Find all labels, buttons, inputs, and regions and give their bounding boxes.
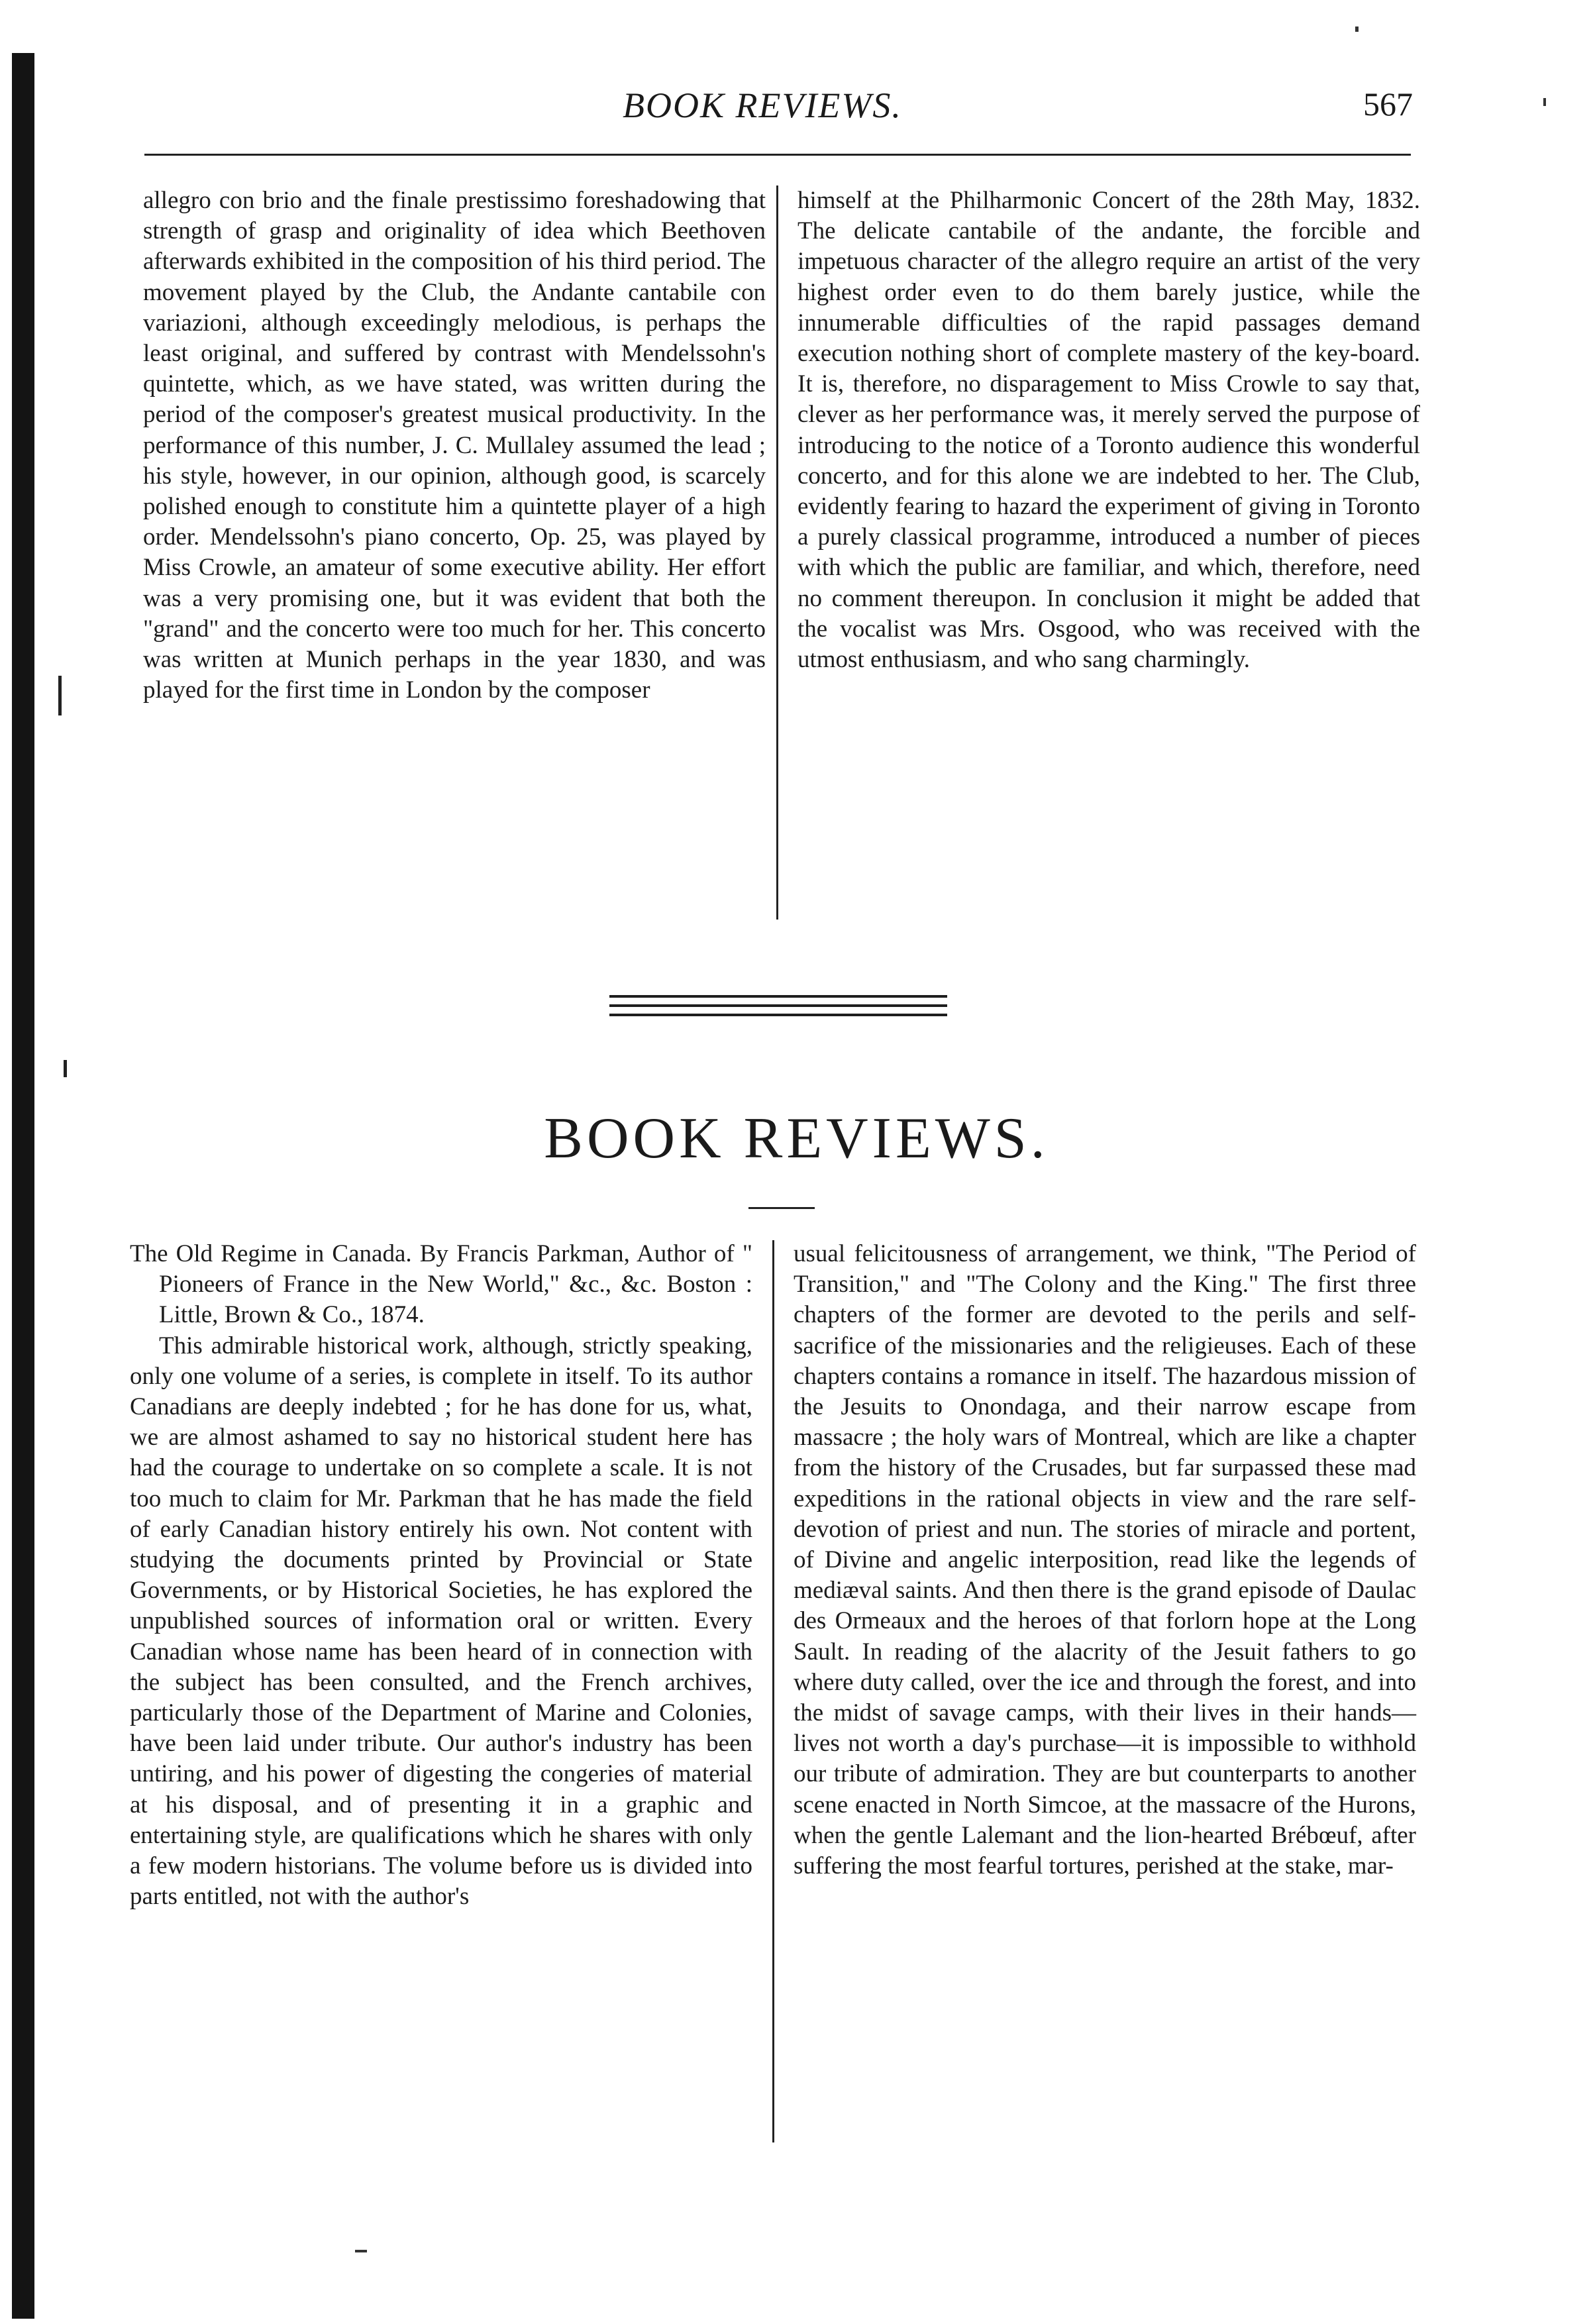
section-title: BOOK REVIEWS.	[544, 1106, 1049, 1171]
section-divider	[609, 1004, 947, 1007]
stray-mark	[355, 2250, 367, 2252]
paragraph: himself at the Philharmonic Concert of the 28th May, 1832. The delicate cantabile of the andante, the forcible and impetuous character of the allegro require an artist of the very highest order even to do them barely justice, while the innumerable difficulties of the rapid passages demand execution nothing short of complete mastery of the key-board. It is, therefore, no disparagement to Miss Crowle to say that, clever as her performance was, it merely served the purpose of introducing to the notice of a Toronto audience this wonderful concerto, and for this alone we are indebted to her. The Club, evidently fearing to hazard the experiment of giving in Toronto a purely classical programme, introduced a number of pieces with which the public are familiar, and which, therefore, need no comment thereupon. In conclusion it might be added that the vocalist was Mrs. Osgood, who was received with the utmost enthusiasm, and who sang charmingly.	[797, 187, 1420, 674]
scan-edge-mark	[64, 1060, 67, 1077]
scan-edge-bar	[12, 53, 34, 2319]
section-divider	[609, 1014, 947, 1016]
review-entry-heading: The Old Regime in Canada. By Francis Parkman, Author of " Pioneers of France in the New World," &c., &c. Boston : Little, Brown & Co., 1874.	[130, 1240, 752, 1329]
right-column-reviews	[794, 1239, 1416, 1881]
title-rule	[748, 1207, 815, 1209]
running-title: BOOK REVIEWS.	[623, 85, 902, 125]
column-rule	[776, 185, 778, 920]
stray-mark	[1355, 26, 1359, 32]
page-number: 567	[1363, 85, 1413, 123]
header-rule	[144, 154, 1411, 156]
left-column-top	[143, 185, 766, 706]
scan-edge-mark	[58, 676, 62, 715]
column-rule	[772, 1240, 774, 2142]
paragraph: This admirable historical work, although, strictly speaking, only one volume of a series, is complete in itself. To its author Canadians are deeply indebted ; for he has done for us, what, we are almost ashamed to say no historical student here has had the courage to undertake on so complete a scale. It is not too much to claim for Mr. Parkman that he has made the field of early Canadian history entirely his own. Not content with studying the documents printed by Provincial or State Governments, or by Historical Societies, he has explored the unpublished sources of information oral or written. Every Canadian whose name has been heard of in connection with the subject has been consulted, and the French archives, particularly those of the Department of Marine and Colonies, have been laid under tribute. Our author's industry has been untiring, and his power of digesting the congeries of material at his disposal, and of presenting it in a graphic and entertaining style, are qualifications which he shares with only a few modern historians. The volume before us is divided into parts entitled, not with the author's	[130, 1332, 752, 1911]
paragraph: allegro con brio and the finale prestissimo foreshadowing that strength of grasp and originality of idea which Beethoven afterwards exhibited in the composition of his third period. The movement played by the Club, the Andante cantabile con variazioni, although exceedingly melodious, is perhaps the least original, and suffered by contrast with Mendelssohn's quintette, which, as we have stated, was written during the period of the composer's greatest musical productivity. In the performance of this number, J. C. Mullaley assumed the lead ; his style, however, in our opinion, although good, is scarcely polished enough to constitute him a quintette player of a high order. Mendelssohn's piano concerto, Op. 25, was played by Miss Crowle, an amateur of some executive ability. Her effort was a very promising one, but it was evident that both the "grand" and the concerto were too much for her. This concerto was written at Munich perhaps in the year 1830, and was played for the first time in London by the composer	[143, 187, 766, 704]
running-head	[0, 85, 1593, 138]
right-column-top	[797, 185, 1420, 675]
section-divider	[609, 995, 947, 998]
paragraph: usual felicitousness of arrangement, we think, "The Period of Transition," and "The Colony and the King." The first three chapters of the former are devoted to the perils and self-sacrifice of the missionaries and the religieuses. Each of these chapters contains a romance in itself. The hazardous mission of the Jesuits to Onondaga, and their narrow escape from massacre ; the holy wars of Montreal, which are like a chapter from the history of the Crusades, but far surpassed these mad expeditions in the rational objects in view and the rare self-devotion of priest and nun. The stories of miracle and portent, of Divine and angelic interposition, read like the legends of mediæval saints. And then there is the grand episode of Daulac des Ormeaux and the heroes of that forlorn hope at the Long Sault. In reading of the alacrity of the Jesuit fathers to go where duty called, over the ice and through the forest, and into the midst of savage camps, with their lives in their hands—lives not worth a day's purchase—it is impossible to withhold our tribute of admiration. They are but counterparts to another scene enacted in North Simcoe, at the massacre of the Hurons, when the gentle Lalemant and the lion-hearted Brébœuf, after suffering the most fearful tortures, perished at the stake, mar-	[794, 1240, 1416, 1880]
left-column-reviews	[130, 1239, 752, 1912]
